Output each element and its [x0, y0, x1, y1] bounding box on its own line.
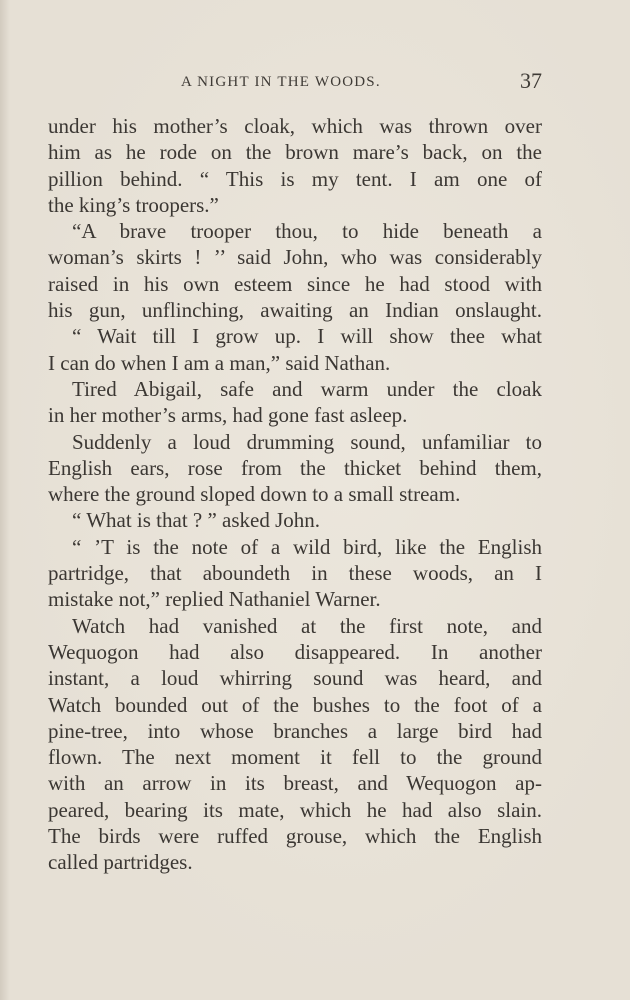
text-line: English ears, rose from the thicket behind them, — [48, 455, 542, 480]
body-text — [48, 113, 542, 876]
text-line: instant, a loud whirring sound was heard, and — [48, 666, 542, 691]
text-line: peared, bearing its mate, which he had also slain. — [48, 797, 542, 822]
text-line: flown. The next moment it fell to the ground — [48, 745, 542, 770]
text-line: Suddenly a loud drumming sound, unfamiliar to — [72, 429, 542, 454]
text-line: I can do when I am a man,” said Nathan. — [48, 350, 391, 375]
text-line: Tired Abigail, safe and warm under the cloak — [72, 376, 542, 401]
text-line: in her mother’s arms, had gone fast asleep. — [48, 403, 408, 428]
text-line: him as he rode on the brown mare’s back, on the — [48, 140, 542, 165]
text-line: pillion behind. “ This is my tent. I am one of — [48, 166, 542, 191]
text-line: Watch bounded out of the bushes to the foot of a — [48, 692, 542, 717]
text-line: “ ’T is the note of a wild bird, like the English — [72, 534, 542, 559]
text-line: The birds were ruffed grouse, which the English — [48, 824, 542, 849]
text-line: “A brave trooper thou, to hide beneath a — [72, 219, 542, 244]
text-line: mistake not,” replied Nathaniel Warner. — [48, 587, 381, 612]
text-line: where the ground sloped down to a small stream. — [48, 482, 461, 507]
text-line: partridge, that aboundeth in these woods, an I — [48, 561, 542, 586]
text-line: called partridges. — [48, 850, 193, 875]
page-header — [48, 68, 542, 98]
text-line: “ Wait till I grow up. I will show thee what — [72, 324, 542, 349]
text-line: his gun, unflinching, awaiting an Indian onslaught. — [48, 298, 542, 323]
text-line: under his mother’s cloak, which was thrown over — [48, 114, 542, 138]
text-line: raised in his own esteem since he had stood with — [48, 271, 542, 296]
text-line: Wequogon had also disappeared. In another — [48, 639, 542, 664]
running-head: A NIGHT IN THE WOODS. — [181, 74, 381, 90]
gutter-shadow — [0, 0, 10, 1000]
text-line: with an arrow in its breast, and Wequogon ap- — [48, 771, 542, 796]
page-number: 37 — [520, 68, 542, 93]
text-line: Watch had vanished at the first note, and — [72, 613, 542, 638]
text-line: pine-tree, into whose branches a large bird had — [48, 718, 542, 743]
text-line: the king’s troopers.” — [48, 192, 219, 217]
text-line: “ What is that ? ” asked John. — [72, 508, 321, 533]
text-line: woman’s skirts ! ’’ said John, who was considerably — [48, 245, 542, 270]
